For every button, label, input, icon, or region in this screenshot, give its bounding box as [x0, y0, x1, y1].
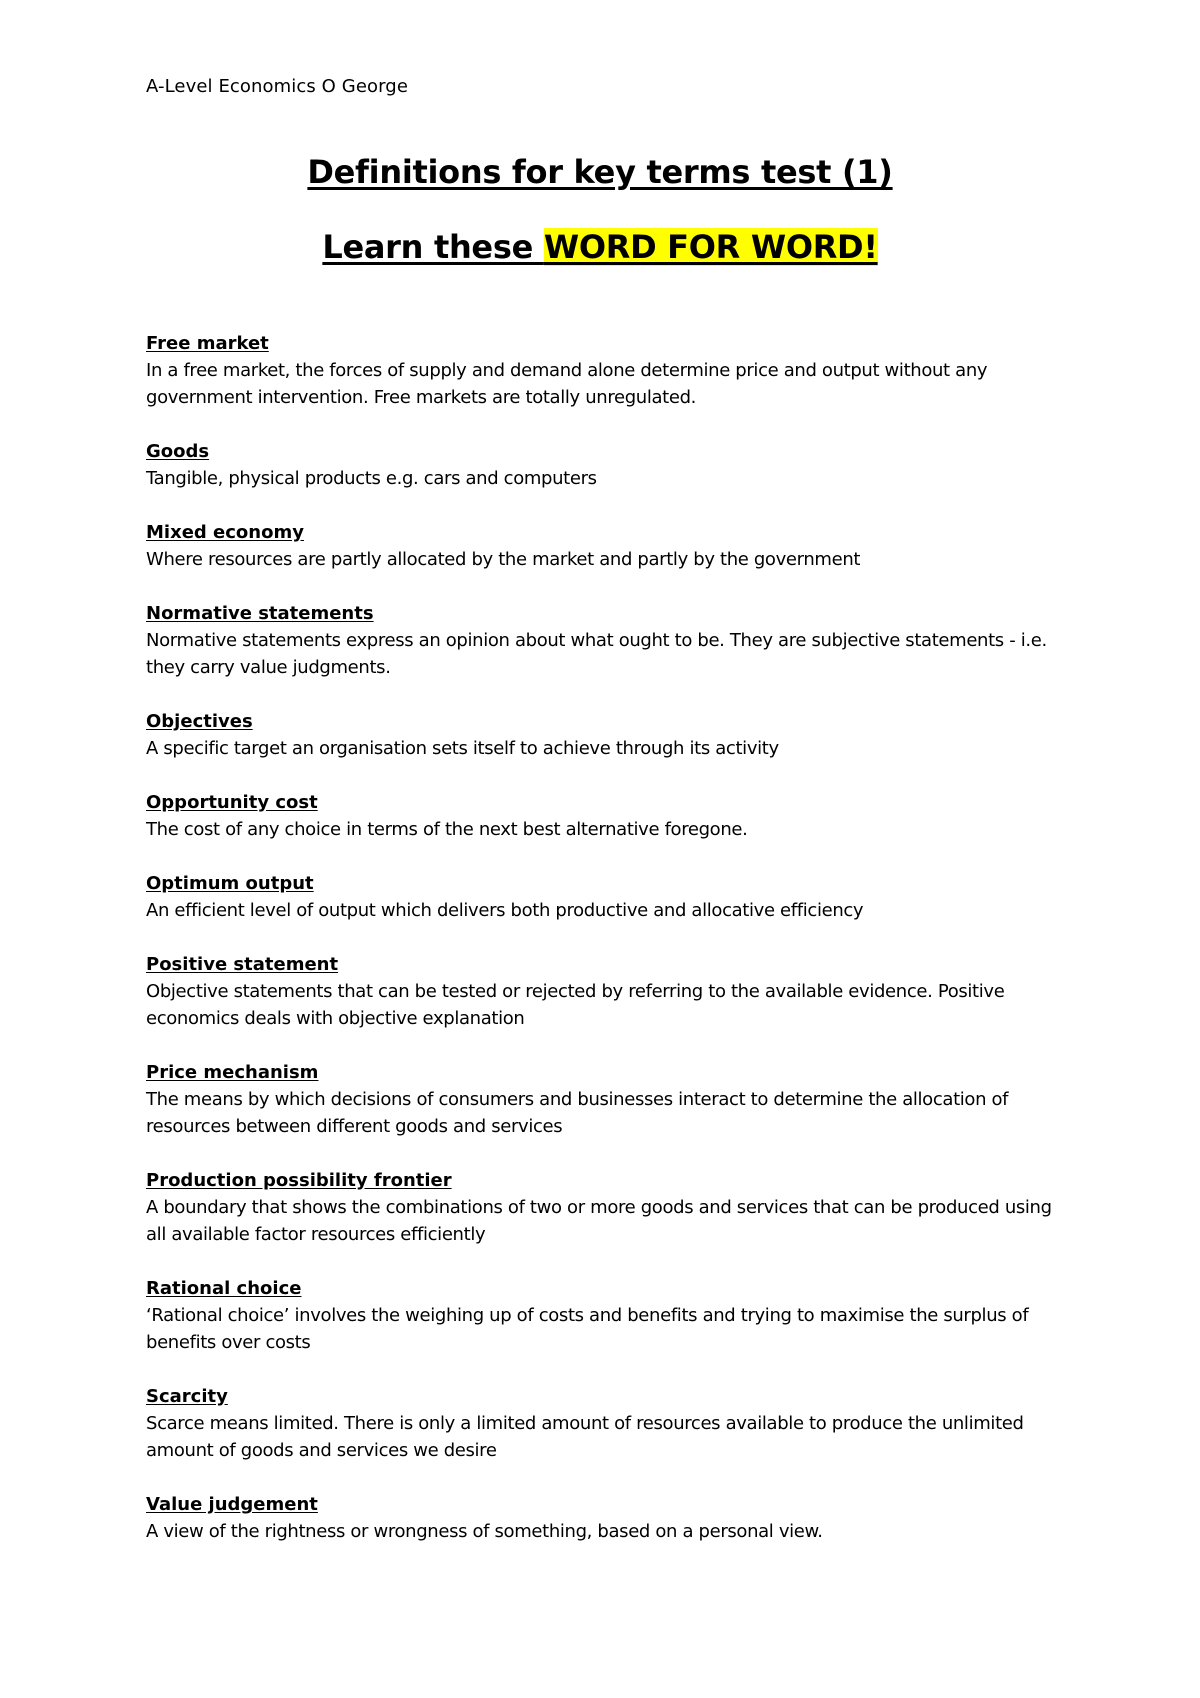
definition-entry — [146, 1059, 1076, 1140]
definition-entry — [146, 1383, 1076, 1464]
document-title: Definitions for key terms test (1) — [307, 153, 893, 191]
definition-entry — [146, 330, 1076, 411]
definition-term: Goods — [146, 441, 210, 462]
definition-term: Value judgement — [146, 1494, 318, 1515]
definition-entry — [146, 1491, 1076, 1545]
definition-text: A view of the rightness or wrongness of something, based on a personal view. — [146, 1521, 823, 1542]
definition-entry — [146, 519, 1076, 573]
definition-text: In a free market, the forces of supply and demand alone determine price and output without any government intervention. Free markets are totally unregulated. — [146, 360, 988, 408]
definitions-list — [146, 330, 1076, 1572]
definition-term: Free market — [146, 333, 269, 354]
subtitle-prefix: Learn these — [322, 228, 544, 266]
definition-entry — [146, 789, 1076, 843]
definition-text: Normative statements express an opinion about what ought to be. They are subjective statements - i.e. they carry value judgments. — [146, 630, 1047, 678]
definition-text: Where resources are partly allocated by the market and partly by the government — [146, 549, 861, 570]
subtitle-highlight: WORD FOR WORD! — [543, 228, 878, 266]
definition-text: A specific target an organisation sets itself to achieve through its activity — [146, 738, 779, 759]
definition-entry — [146, 600, 1076, 681]
definition-text: Tangible, physical products e.g. cars and computers — [146, 468, 597, 489]
definition-term: Normative statements — [146, 603, 374, 624]
document-subtitle — [0, 228, 1200, 266]
definition-text: Scarce means limited. There is only a limited amount of resources available to produce the unlimited amount of goods and services we desire — [146, 1413, 1024, 1461]
definition-term: Price mechanism — [146, 1062, 319, 1083]
definition-term: Mixed economy — [146, 522, 304, 543]
definition-entry — [146, 1275, 1076, 1356]
definition-term: Production possibility frontier — [146, 1170, 452, 1191]
definition-text: A boundary that shows the combinations of two or more goods and services that can be produced using all available factor resources efficiently — [146, 1197, 1052, 1245]
definition-text: ‘Rational choice’ involves the weighing up of costs and benefits and trying to maximise the surplus of benefits over costs — [146, 1305, 1029, 1353]
definition-term: Opportunity cost — [146, 792, 318, 813]
definition-text: The means by which decisions of consumers and businesses interact to determine the allocation of resources between different goods and services — [146, 1089, 1009, 1137]
definition-entry — [146, 1167, 1076, 1248]
definition-text: Objective statements that can be tested or rejected by referring to the available evidence. Positive economics deals with objective explanation — [146, 981, 1005, 1029]
page-header: A-Level Economics O George — [146, 76, 408, 97]
definition-entry — [146, 708, 1076, 762]
definition-entry — [146, 438, 1076, 492]
definition-entry — [146, 870, 1076, 924]
definition-term: Optimum output — [146, 873, 314, 894]
definition-term: Scarcity — [146, 1386, 228, 1407]
definition-term: Rational choice — [146, 1278, 302, 1299]
definition-term: Positive statement — [146, 954, 339, 975]
definition-text: An efficient level of output which delivers both productive and allocative efficiency — [146, 900, 864, 921]
definition-term: Objectives — [146, 711, 253, 732]
definition-entry — [146, 951, 1076, 1032]
definition-text: The cost of any choice in terms of the next best alternative foregone. — [146, 819, 748, 840]
